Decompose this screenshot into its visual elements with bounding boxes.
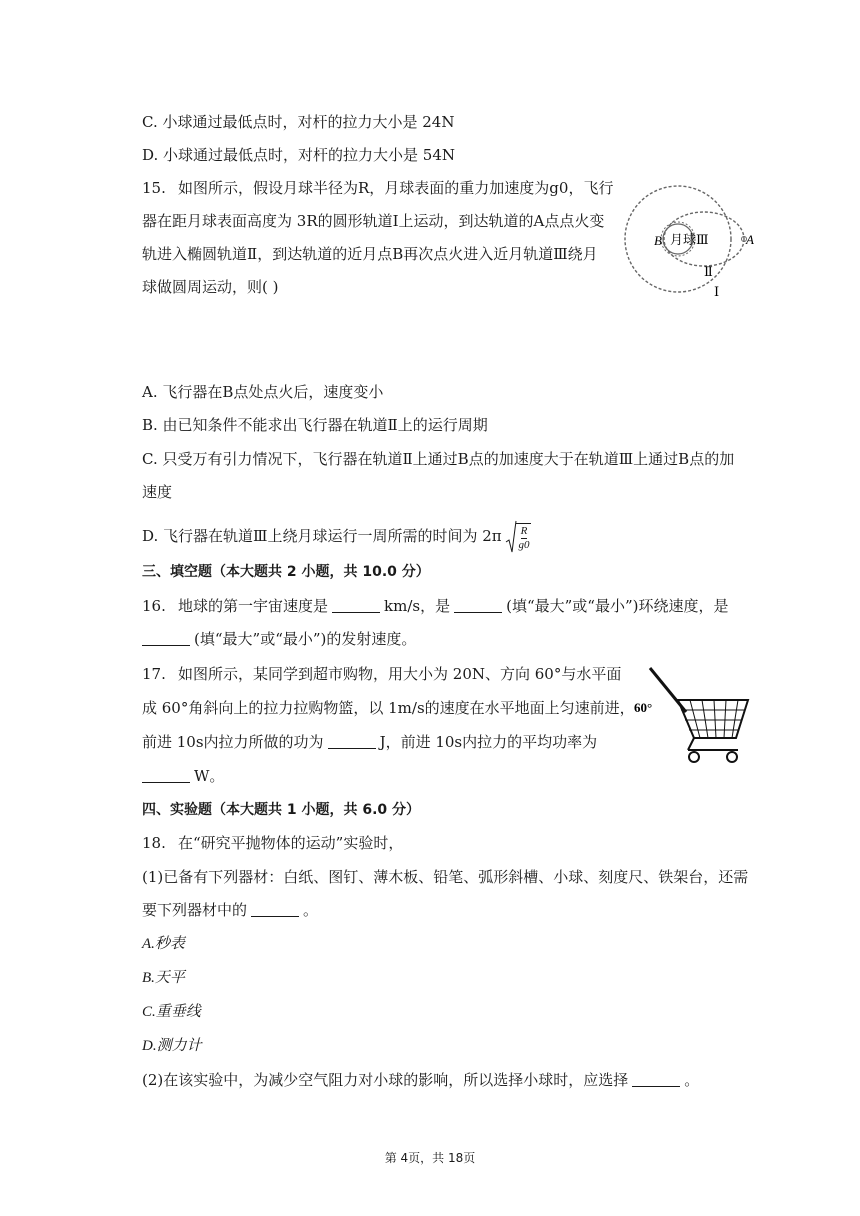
answer-blank[interactable] <box>328 734 376 749</box>
q15-stem-line-1: 15. 如图所示，假设月球半径为R，月球表面的重力加速度为g0，飞行 <box>142 179 614 197</box>
q18-part-2: (2)在该实验中，为减少空气阻力对小球的影响，所以选择小球时，应选择 。 <box>142 1071 700 1089</box>
q15-option-b: B. 由已知条件不能求出飞行器在轨道Ⅱ上的运行周期 <box>142 416 488 434</box>
q18-part-1-line-2: 要下列器材中的 。 <box>142 901 319 919</box>
angle-label: 60° <box>634 700 653 715</box>
answer-blank[interactable] <box>251 902 299 917</box>
q18-option-a: A.秒表 <box>142 936 185 952</box>
q18-part-1-line-1: (1)已备有下列器材：白纸、图钉、薄木板、铅笔、弧形斜槽、小球、刻度尺、铁架台，还需 <box>142 868 749 886</box>
q15-stem-line-4: 球做圆周运动，则( ) <box>142 278 279 296</box>
answer-blank[interactable] <box>454 598 502 613</box>
q15-option-d: D. 飞行器在轨道Ⅲ上绕月球运行一周所需的时间为 2π $\frac{R}{g0}$ <box>142 520 531 554</box>
answer-blank[interactable] <box>332 598 380 613</box>
question-number: 17. <box>142 665 166 683</box>
q16-line-2: (填“最大”或“最小”)的发射速度。 <box>142 629 416 649</box>
sqrt-expression <box>506 520 531 554</box>
q17-line-2: 成 60°角斜向上的拉力拉购物篮，以 1m/s的速度在水平地面上匀速前进， <box>142 699 635 717</box>
wheel <box>689 752 699 762</box>
q14-option-d: D. 小球通过最低点时，对杆的拉力大小是 54N <box>142 146 456 164</box>
section-fill-in: 三、填空题（本大题共 2 小题，共 10.0 分） <box>142 564 430 580</box>
orbit-2-label: Ⅱ <box>704 264 713 279</box>
page-footer: 第 4页，共 18页 <box>384 1151 476 1165</box>
answer-blank[interactable] <box>142 768 190 783</box>
answer-blank[interactable] <box>632 1072 680 1087</box>
q15-option-a: A. 飞行器在B点处点火后，速度变小 <box>142 383 384 401</box>
orbit-diagram <box>618 178 752 302</box>
point-b-label: B <box>654 233 662 248</box>
sqrt-sign <box>506 520 516 554</box>
q15-option-c-line-2: 速度 <box>142 483 173 501</box>
q17-line-4: W。 <box>142 766 224 786</box>
q18-option-b: B.天平 <box>142 970 185 986</box>
q18-option-c: C.重垂线 <box>142 1004 201 1020</box>
fraction: $\frac{R}{g0}$ <box>518 525 530 551</box>
q18-stem: 18. 在“研究平抛物体的运动”实验时， <box>142 834 404 852</box>
q17-line-1: 17. 如图所示，某同学到超市购物，用大小为 20N、方向 60°与水平面 <box>142 665 622 683</box>
question-number: 18. <box>142 834 166 852</box>
q16-line-1: 16. 地球的第一宇宙速度是 km/s，是 (填“最大”或“最小”)环绕速度，是 <box>142 597 729 615</box>
section-experiment: 四、实验题（本大题共 1 小题，共 6.0 分） <box>142 802 421 818</box>
q15-option-c-line-1: C. 只受万有引力情况下，飞行器在轨道Ⅱ上通过B点的加速度大于在轨道Ⅲ上通过B点的加 <box>142 450 735 468</box>
orbit-1-label: Ⅰ <box>714 284 720 299</box>
wheel <box>727 752 737 762</box>
answer-blank[interactable] <box>142 631 190 646</box>
question-number: 15. <box>142 179 166 197</box>
question-number: 16. <box>142 597 166 615</box>
q15-stem-line-2: 器在距月球表面高度为 3R的圆形轨道Ⅰ上运动，到达轨道的A点点火变 <box>142 212 605 230</box>
q18-option-d: D.测力计 <box>142 1038 202 1054</box>
shopping-cart-figure <box>628 660 754 766</box>
q14-option-c: C. 小球通过最低点时，对杆的拉力大小是 24N <box>142 113 455 131</box>
q15-stem-line-3: 轨进入椭圆轨道Ⅱ，到达轨道的近月点B再次点火进入近月轨道Ⅲ绕月 <box>142 245 598 263</box>
point-a-label: A <box>746 232 754 247</box>
q17-line-3: 前进 10s内拉力所做的功为 J，前进 10s内拉力的平均功率为 <box>142 733 598 751</box>
moon-label: 月球Ⅲ <box>670 232 709 247</box>
